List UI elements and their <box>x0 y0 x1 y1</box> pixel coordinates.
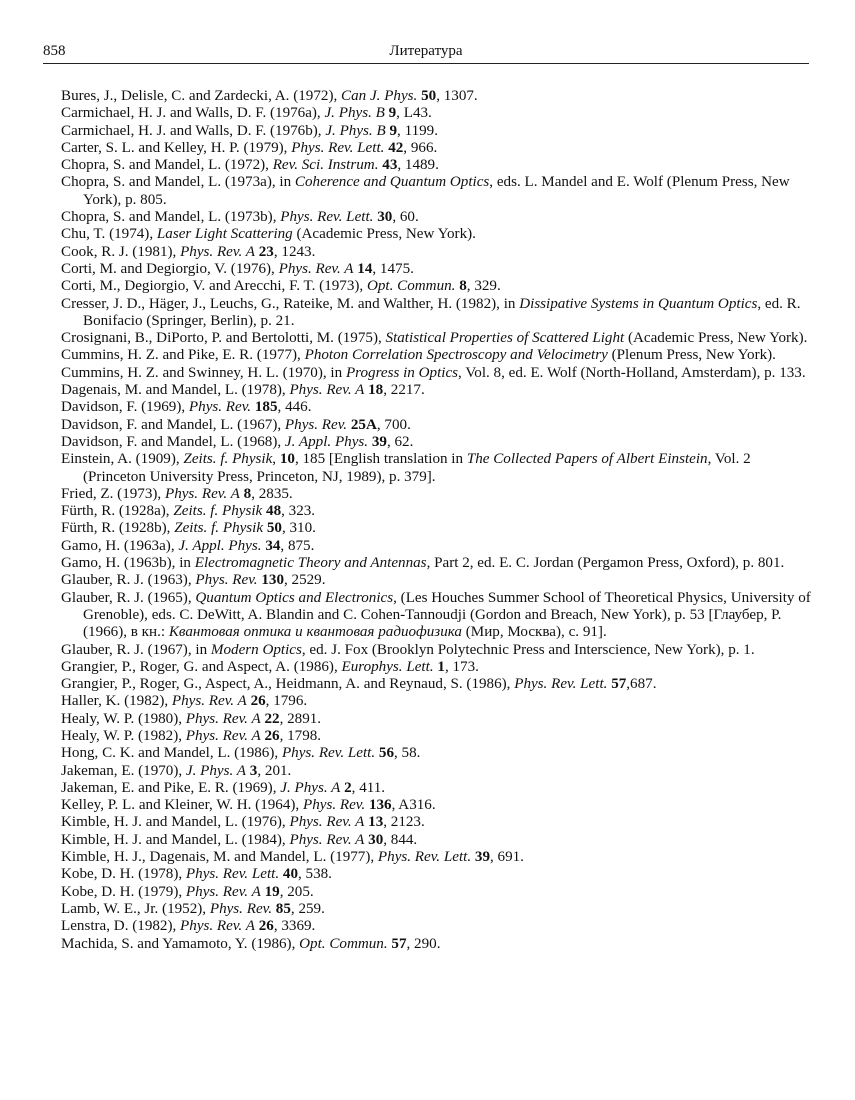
reference-volume: 26 <box>258 918 274 935</box>
reference-text: , Vol. 2 (Princeton University Press, Princeton, NJ, 1989), p. 379]. <box>83 451 751 485</box>
reference-title: J. Phys. B <box>325 122 386 139</box>
reference-text: Lenstra, D. (1982), <box>61 918 181 935</box>
reference-title: Phys. Rev. A <box>164 485 240 502</box>
reference-text: , A316. <box>391 797 436 814</box>
reference-text: Corti, M., Degiorgio, V. and Arecchi, F. T. (1973), <box>61 278 367 295</box>
reference-text: Davidson, F. and Mandel, L. (1968), <box>61 433 285 450</box>
reference-volume: 40 <box>282 866 298 883</box>
reference-entry <box>61 884 813 901</box>
reference-entry <box>61 849 813 866</box>
reference-entry <box>61 797 813 814</box>
reference-volume: 25A <box>350 416 377 433</box>
reference-title: J. Phys. A <box>280 779 341 796</box>
reference-title: Phys. Rev. A <box>289 382 365 399</box>
reference-entry <box>61 745 813 762</box>
reference-text: , 310. <box>281 520 316 537</box>
reference-volume: 39 <box>371 433 387 450</box>
reference-entry <box>61 711 813 728</box>
reference-title: J. Appl. Phys. <box>178 537 262 554</box>
reference-text: Cook, R. J. (1981), <box>61 243 181 260</box>
reference-text: Healy, W. P. (1982), <box>61 727 186 744</box>
reference-volume: 22 <box>264 710 280 727</box>
reference-volume: 34 <box>265 537 281 554</box>
reference-title: Phys. Rev. <box>188 399 252 416</box>
reference-entry <box>61 676 813 693</box>
reference-text: , 2835. <box>251 485 293 502</box>
reference-title: Zeits. f. Physik <box>183 451 273 468</box>
reference-title: Phys. Rev. <box>209 900 273 917</box>
reference-title: Phys. Rev. A <box>185 727 261 744</box>
reference-entry <box>61 209 813 226</box>
reference-text: , 844. <box>383 831 418 848</box>
reference-text: , 290. <box>406 935 441 952</box>
reference-text: Kimble, H. J. and Mandel, L. (1984), <box>61 831 290 848</box>
reference-text: , 1796. <box>265 693 308 710</box>
page-header <box>43 43 809 65</box>
reference-title: Can J. Phys. <box>341 88 418 104</box>
reference-text: Fürth, R. (1928a), <box>61 503 174 520</box>
reference-text: , Part 2, ed. E. C. Jordan (Pergamon Press, Oxford), p. 801. <box>426 555 785 572</box>
reference-text: Davidson, F. (1969), <box>61 399 189 416</box>
reference-text: , 1307. <box>436 88 478 104</box>
reference-text: Fürth, R. (1928b), <box>61 520 175 537</box>
reference-volume: 3 <box>249 762 258 779</box>
reference-text: (Мир, Москва), с. 91]. <box>461 624 607 641</box>
reference-text: , 538. <box>297 866 332 883</box>
reference-entry <box>61 590 813 642</box>
reference-text: , 329. <box>466 278 501 295</box>
reference-text: Glauber, R. J. (1965), <box>61 589 196 606</box>
reference-text: , 691. <box>489 849 524 866</box>
reference-volume: 56 <box>378 745 394 762</box>
reference-text: , 446. <box>277 399 312 416</box>
reference-entry <box>61 780 813 797</box>
reference-volume: 30 <box>377 209 393 226</box>
reference-volume: 9 <box>388 105 397 122</box>
reference-volume: 10 <box>279 451 295 468</box>
reference-text: , 323. <box>281 503 316 520</box>
reference-volume: 42 <box>388 139 404 156</box>
reference-entry <box>61 417 813 434</box>
reference-title: Zeits. f. Physik <box>173 503 263 520</box>
reference-title: Opt. Commun. <box>299 935 388 952</box>
reference-text: Glauber, R. J. (1963), <box>61 572 196 589</box>
reference-volume: 1 <box>437 658 445 675</box>
reference-entry <box>61 659 813 676</box>
reference-entry <box>61 157 813 174</box>
reference-text: Carmichael, H. J. and Walls, D. F. (1976b), <box>61 122 326 139</box>
reference-volume: 50 <box>421 88 437 104</box>
reference-text: , 1243. <box>273 243 316 260</box>
reference-text: Carter, S. L. and Kelley, H. P. (1979), <box>61 139 292 156</box>
reference-title: J. Appl. Phys. <box>284 433 369 450</box>
reference-entry <box>61 486 813 503</box>
reference-text: , 3369. <box>273 918 316 935</box>
reference-entry <box>61 555 813 572</box>
reference-text: Lamb, W. E., Jr. (1952), <box>61 900 210 917</box>
reference-list <box>61 88 813 953</box>
reference-text: Fried, Z. (1973), <box>61 485 165 502</box>
reference-title: Phys. Rev. A <box>289 814 365 831</box>
reference-text: Grangier, P., Roger, G., Aspect, A., Heidmann, A. and Reynaud, S. (1986), <box>61 676 515 693</box>
reference-volume: 136 <box>368 797 392 814</box>
reference-text: Chopra, S. and Mandel, L. (1973b), <box>61 209 281 226</box>
reference-text: , 875. <box>280 537 315 554</box>
reference-text: , 700. <box>376 416 411 433</box>
reference-text: (Academic Press, New York). <box>624 330 808 347</box>
reference-title: Phys. Rev. <box>284 416 348 433</box>
reference-title: J. Phys. B <box>324 105 385 122</box>
reference-entry <box>61 901 813 918</box>
reference-text: Dagenais, M. and Mandel, L. (1978), <box>61 382 290 399</box>
reference-title: Laser Light Scattering <box>156 226 293 243</box>
reference-volume: 26 <box>264 727 280 744</box>
reference-text: , 173. <box>444 658 479 675</box>
header-rule <box>43 63 809 64</box>
reference-text: , 62. <box>386 433 414 450</box>
reference-text: , 966. <box>403 139 438 156</box>
reference-text: , 1475. <box>372 260 414 277</box>
reference-text: Einstein, A. (1909), <box>61 451 184 468</box>
reference-entry <box>61 347 813 364</box>
reference-text: Kimble, H. J. and Mandel, L. (1976), <box>61 814 290 831</box>
reference-title: Rev. Sci. Instrum. <box>272 157 379 174</box>
running-title: Литература <box>389 43 463 59</box>
reference-text: , 2891. <box>279 710 322 727</box>
reference-text: , 1489. <box>397 157 439 174</box>
reference-volume: 130 <box>261 572 284 589</box>
reference-text: Gamo, H. (1963a), <box>61 537 179 554</box>
reference-title: Europhys. Lett. <box>341 658 434 675</box>
reference-volume: 30 <box>368 831 384 848</box>
reference-text: , 2529. <box>283 572 326 589</box>
reference-text: Kelley, P. L. and Kleiner, W. H. (1964), <box>61 797 303 814</box>
reference-text: Cummins, H. Z. and Swinney, H. L. (1970), in <box>61 364 346 381</box>
reference-volume: 57 <box>391 935 407 952</box>
reference-text: , 259. <box>290 900 325 917</box>
reference-text: Corti, M. and Degiorgio, V. (1976), <box>61 260 279 277</box>
reference-entry <box>61 832 813 849</box>
reference-text: , ed. R. Bonifacio (Springer, Berlin), p. 21. <box>83 295 801 329</box>
reference-entry <box>61 330 813 347</box>
reference-text: (Plenum Press, New York). <box>607 347 776 364</box>
reference-entry <box>61 244 813 261</box>
reference-entry <box>61 572 813 589</box>
reference-title: Coherence and Quantum Optics <box>294 174 490 191</box>
reference-text: , (Les Houches Summer School of Theoretical Physics, University of Grenoble), eds. C. DeWitt, A. Blandin and C. Cohen-Tannoudji (Gordon and Breach, New York), p. 53 [Глаубер, Р. (1966), в кн.: <box>83 589 811 641</box>
reference-title: Phys. Rev. Lett. <box>280 209 374 226</box>
reference-entry <box>61 174 813 209</box>
reference-title: Phys. Rev. Lett. <box>514 676 608 693</box>
reference-title: Phys. Rev. <box>302 797 366 814</box>
reference-text: , 2217. <box>383 382 425 399</box>
reference-volume: 18 <box>368 382 384 399</box>
reference-title: Phys. Rev. <box>195 572 258 589</box>
reference-text: , 2123. <box>383 814 425 831</box>
reference-entry <box>61 763 813 780</box>
reference-text: , 58. <box>394 745 421 762</box>
reference-entry <box>61 814 813 831</box>
reference-entry <box>61 642 813 659</box>
reference-text: Gamo, H. (1963b), in <box>61 555 195 572</box>
reference-text: , eds. L. Mandel and E. Wolf (Plenum Press, New York), p. 805. <box>83 174 790 208</box>
reference-title: Dissipative Systems in Quantum Optics <box>519 295 758 312</box>
reference-title: Phys. Rev. A <box>180 918 255 935</box>
reference-text: Chopra, S. and Mandel, L. (1972), <box>61 157 273 174</box>
reference-title: Phys. Rev. Lett. <box>377 849 472 866</box>
reference-text: Kimble, H. J., Dagenais, M. and Mandel, L. (1977), <box>61 849 378 866</box>
reference-text: Grangier, P., Roger, G. and Aspect, A. (1986), <box>61 658 342 675</box>
reference-entry <box>61 693 813 710</box>
reference-text: , 185 [English translation in <box>294 451 467 468</box>
reference-title: Photon Correlation Spectroscopy and Velocimetry <box>304 347 608 364</box>
reference-volume: 57 <box>611 676 627 693</box>
reference-entry <box>61 278 813 295</box>
reference-entry <box>61 503 813 520</box>
reference-entry <box>61 261 813 278</box>
reference-title: Statistical Properties of Scattered Light <box>385 330 625 347</box>
reference-entry <box>61 88 813 105</box>
reference-entry <box>61 434 813 451</box>
reference-text: Kobe, D. H. (1978), <box>61 866 186 883</box>
reference-title: Phys. Rev. A <box>185 883 261 900</box>
reference-volume: 39 <box>474 849 490 866</box>
reference-title: Zeits. f. Physik <box>174 520 264 537</box>
reference-entry <box>61 123 813 140</box>
reference-text: , 205. <box>279 883 314 900</box>
reference-text: ,687. <box>626 676 657 693</box>
reference-text: , Vol. 8, ed. E. Wolf (North-Holland, Amsterdam), p. 133. <box>458 364 806 381</box>
reference-entry <box>61 538 813 555</box>
reference-text: Davidson, F. and Mandel, L. (1967), <box>61 416 285 433</box>
reference-title: Phys. Rev. Lett. <box>291 139 385 156</box>
reference-text: Kobe, D. H. (1979), <box>61 883 186 900</box>
reference-text: Cummins, H. Z. and Pike, E. R. (1977), <box>61 347 305 364</box>
reference-title: Phys. Rev. Lett. <box>185 866 280 883</box>
reference-volume: 23 <box>258 243 274 260</box>
reference-volume: 9 <box>389 122 398 139</box>
reference-text: , <box>272 451 280 468</box>
page-number: 858 <box>43 43 66 59</box>
reference-text: , L43. <box>396 105 432 122</box>
reference-title: Phys. Rev. Lett. <box>281 745 376 762</box>
reference-volume: 2 <box>344 779 352 796</box>
reference-text: Crosignani, B., DiPorto, P. and Bertolotti, M. (1975), <box>61 330 386 347</box>
reference-entry <box>61 520 813 537</box>
reference-volume: 8 <box>243 485 252 502</box>
reference-title: J. Phys. A <box>185 762 247 779</box>
reference-text: (Academic Press, New York). <box>292 226 476 243</box>
reference-entry <box>61 105 813 122</box>
reference-title: Electromagnetic Theory and Antennas <box>194 555 427 572</box>
reference-title: Quantum Optics and Electronics <box>195 589 394 606</box>
reference-volume: 19 <box>264 883 280 900</box>
reference-text: , 60. <box>392 209 419 226</box>
reference-title: Phys. Rev. A <box>171 693 247 710</box>
reference-title: Квантовая оптика и квантовая радиофизика <box>168 624 462 641</box>
reference-volume: 185 <box>254 399 278 416</box>
reference-entry <box>61 918 813 935</box>
reference-text: Machida, S. and Yamamoto, Y. (1986), <box>61 935 300 952</box>
reference-entry <box>61 936 813 953</box>
reference-entry <box>61 866 813 883</box>
reference-text: Chopra, S. and Mandel, L. (1973a), in <box>61 174 295 191</box>
reference-text: Cresser, J. D., Häger, J., Leuchs, G., Rateike, M. and Walther, H. (1982), in <box>61 295 520 312</box>
reference-title: Phys. Rev. A <box>289 831 365 848</box>
reference-text: Haller, K. (1982), <box>61 693 172 710</box>
reference-text: Jakeman, E. (1970), <box>61 762 186 779</box>
reference-title: The Collected Papers of Albert Einstein <box>466 451 708 468</box>
reference-volume: 13 <box>368 814 384 831</box>
reference-text: Healy, W. P. (1980), <box>61 710 186 727</box>
reference-volume: 14 <box>357 260 373 277</box>
reference-text: , 1199. <box>397 122 438 139</box>
reference-text: , 411. <box>351 779 386 796</box>
reference-entry <box>61 451 813 486</box>
reference-title: Progress in Optics <box>345 364 459 381</box>
reference-title: Opt. Commun. <box>366 278 456 295</box>
reference-volume: 8 <box>459 278 467 295</box>
reference-entry <box>61 296 813 331</box>
reference-volume: 50 <box>266 520 282 537</box>
reference-entry <box>61 399 813 416</box>
reference-text: , ed. J. Fox (Brooklyn Polytechnic Press and Interscience, New York), p. 1. <box>301 641 755 658</box>
reference-entry <box>61 140 813 157</box>
reference-volume: 85 <box>275 900 291 917</box>
reference-text: , 201. <box>257 762 292 779</box>
reference-volume: 26 <box>250 693 266 710</box>
reference-entry <box>61 226 813 243</box>
reference-text: , 1798. <box>279 727 322 744</box>
reference-text: Jakeman, E. and Pike, E. R. (1969), <box>61 779 281 796</box>
reference-volume: 43 <box>382 157 398 174</box>
reference-text: Chu, T. (1974), <box>61 226 157 243</box>
reference-title: Phys. Rev. A <box>185 710 261 727</box>
reference-entry <box>61 365 813 382</box>
reference-entry <box>61 728 813 745</box>
reference-title: Modern Optics <box>210 641 302 658</box>
reference-text: Glauber, R. J. (1967), in <box>61 641 211 658</box>
reference-text: Hong, C. K. and Mandel, L. (1986), <box>61 745 282 762</box>
reference-entry <box>61 382 813 399</box>
reference-text: Bures, J., Delisle, C. and Zardecki, A. (1972), <box>61 88 342 104</box>
reference-title: Phys. Rev. A <box>278 260 354 277</box>
reference-text: Carmichael, H. J. and Walls, D. F. (1976a), <box>61 105 325 122</box>
reference-volume: 48 <box>266 503 282 520</box>
reference-title: Phys. Rev. A <box>180 243 255 260</box>
